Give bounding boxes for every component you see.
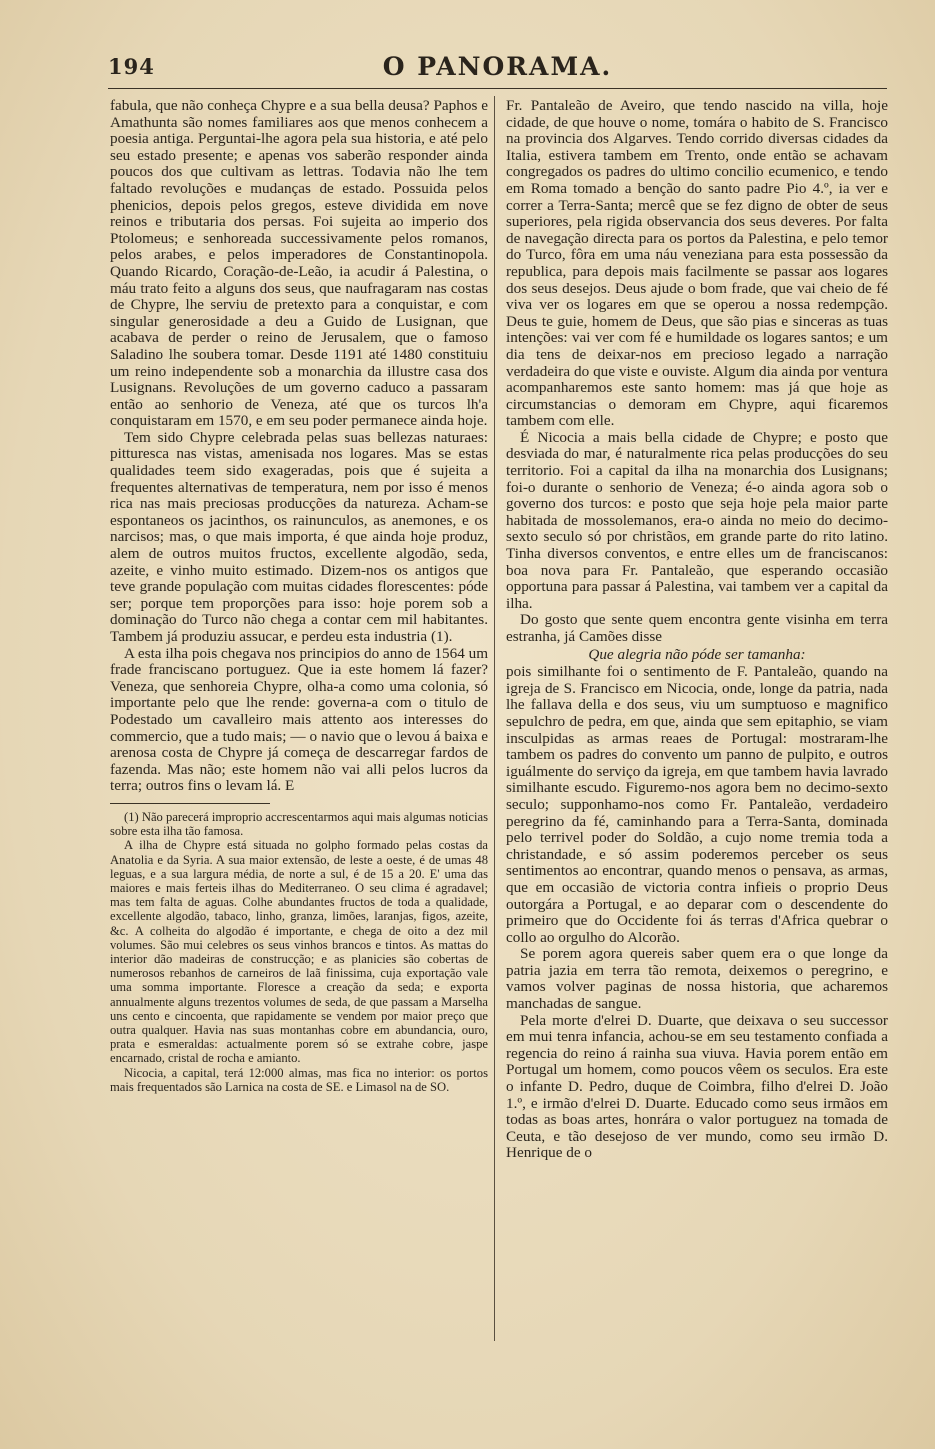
- header-rule: [108, 88, 887, 89]
- page-header: [108, 52, 887, 92]
- right-paragraph-4: pois similhante foi o sentimento de F. Pantaleão, quando na igreja de S. Francisco em Nicocia, onde, longe da patria, nada lhe fallava della e dos seus, viu um sumptuoso e magnifico sepulchro de pedra, em que, ainda que sem epitaphio, se viam insculpidas as armas reaes de Portugal: mostraram-lhe tambem os padres do convento um panno de pulpito, e outros iguálmente do serviço da igreja, em que tambem havia lavrado similhante escudo. Figuremo-nos agora bem no decimo-sexto seculo; supponhamo-nos como Fr. Pantaleão, verdadeiro peregrino da fé, caminhando para a Terra-Santa, dominada pelo terrivel poder do Soldão, a cujo nome tremia toda a christandade, e só assim poderemos perceber os seus sentimentos ao encontrar, quando menos o pensava, as armas, que em occasião de victoria contra infieis o proprio Deus outorgára a Portugal, e ao deparar com o descendente do primeiro que do Occidente foi ás terras d'Africa quebrar o collo ao orgulho do Alcorão.: [506, 663, 888, 946]
- footnote-3: Nicocia, a capital, terá 12:000 almas, mas fica no interior: os portos mais frequentados são Larnica na costa de SE. e Limasol na de SO.: [110, 1065, 488, 1094]
- left-paragraph-3: A esta ilha pois chegava nos principios do anno de 1564 um frade franciscano portuguez. Que ia este homem lá fazer? Veneza, que senhoreia Chypre, olha-a como uma colonia, só importante pelo que lhe rende: governa-a com o titulo de Podestado um cavalleiro mais attento aos interesses do commercio, que a tudo mais; — o navio que o levou á baixa e arenosa costa de Chypre já começa de descarregar fardos de fazenda. Mas não; este homem não vai alli pelos lucros da terra; outros fins o levam lá. E: [110, 644, 489, 795]
- footnotes: [110, 810, 488, 1094]
- footnote-rule: [110, 803, 270, 804]
- left-paragraph-2: Tem sido Chypre celebrada pelas suas bellezas naturaes: pitturesca nas vistas, amenisada nos logares. Mas se estas qualidades teem sido exageradas, pois que é sujeita a frequentes alternativas de temperatura, nem por isso é menos rica nas mais preciosas producções da natureza. Acham-se espontaneos os jacinthos, os rainunculos, as anemones, e os narcisos; mas, o que mais importa, é que ainda hoje produz, alem de outros muitos fructos, excellente algodão, seda, azeite, e vinho muito estimado. Dizem-nos os antigos que teve grande população com muitas cidades florescentes: póde ser; porque tem proporções para isso: hoje porem sob a dominação do Turco não chega a contar cem mil habitantes. Tambem já produziu assucar, e perdeu esta industria (1).: [110, 428, 488, 645]
- left-paragraph-1: fabula, que não conheça Chypre e a sua bella deusa? Paphos e Amathunta são nomes familiares aos que menos conhecem a poesia antiga. Perguntai-lhe agora pela sua historia, e até pelo seu estado presente; e apenas vos saberão responder ainda poucos dos que cultivam as lettras. Todavia não lhe tem faltado revoluções e mudanças de estado. Possuida pelos phenicios, depois pelos gregos, esteve dividida em nove reinos e tributaria dos persas. Foi sujeita ao imperio dos Ptolomeus; e senhoreada successivamente pelos romanos, pelos arabes, e pelos imperadores de Constantinopola. Quando Ricardo, Coração-de-Leão, ia acudir á Palestina, o máu trato feito a alguns dos seus, que naufragaram nas costas de Chypre, lhe serviu de pretexto para a conquistar, e com singular generosidade a deu a Guido de Lusignan, que acabava de perder o reino de Jerusalem, que o famoso Saladino lhe soubera tomar. Desde 1191 até 1480 constituiu um reino independente sob a monarchia da illustre casa dos Lusignans. Revoluções de um governo caduco a passaram então ao senhorio de Veneza, até que os turcos lh'a conquistaram em 1570, e em seu poder permanece ainda hoje.: [110, 97, 488, 430]
- right-paragraph-1: Fr. Pantaleão de Aveiro, que tendo nascido na villa, hoje cidade, de que houve o nome, tomára o habito de S. Francisco na provincia dos Algarves. Tendo corrido diversas cidades da Italia, estivera tambem em Trento, onde então se achavam congregados os padres do ultimo concilio ecumenico, e tendo em Roma tomado a benção do santo padre Pio 4.º, ia ver e correr a Terra-Santa; mercê que se fez digno de obter de seus superiores, pela rigida observancia dos seus deveres. Por falta de navegação directa para os portos da Palestina, e pelo temor do Turco, fôra em uma náu veneziana para esta possessão da republica, para depois mais facilmente se passar aos logares dos seus desejos. Deus ajude o bom frade, que vai cheio de fé viva ver os logares em que se operou a nossa redempção. Deus te guie, homem de Deus, que são pias e sinceras as tuas intenções: vai ver com fé e humildade os logares santos; e um dia tens de deixar-nos em precioso legado a narração verdadeira do que viste e ouviste. Algum dia ainda por ventura acompanharemos este santo homem: mas já que hoje as circumstancias o demoram em Chypre, aqui ficaremos tambem com elle.: [506, 97, 888, 430]
- page-number: 194: [108, 54, 155, 79]
- right-paragraph-3: Do gosto que sente quem encontra gente visinha em terra estranha, já Camões disse: [506, 611, 888, 645]
- right-paragraph-2: É Nicocia a mais bella cidade de Chypre; e posto que desviada do mar, é naturalmente rica pelas producções do seu territorio. Foi a capital da ilha na monarchia dos Lusignans; foi-o durante o senhorio de Veneza; é-o ainda agora sob o governo dos turcos: e posto que seja hoje pela maior parte habitada de mossolemanos, era-o ainda no meio do decimo-sexto seculo só por christãos, em grande parte do rito latino. Tinha diversos conventos, e entre elles um de franciscanos: boa nova para Fr. Pantaleão, que esperando occasião opportuna para passar á Palestina, vai tambem ver a capital da ilha.: [506, 428, 888, 612]
- column-divider: [494, 96, 495, 1341]
- camoes-quote: Que alegria não póde ser tamanha:: [588, 645, 806, 663]
- footnote-2: A ilha de Chypre está situada no golpho formado pelas costas da Anatolia e da Syria. A sua maior extensão, de leste a oeste, é de umas 48 leguas, e a sua largura média, de norte a sul, é de 15 a 20. E' uma das maiores e mais ferteis ilhas do Mediterraneo. O seu clima é agradavel; mas tem falta de aguas. Colhe abundantes fructos de toda a qualidade, excellente algodão, tabaco, linho, granza, limões, laranjas, figos, azeite, &c. A colheita do algodão é importante, e chega de oito a dez mil volumes. São mui celebres os seus vinhos brancos e tintos. As mattas do interior dão madeiras de construcção; e as planicies são cobertas de numerosos rebanhos de carneiros de laã finissima, cuja exportação vale uma somma importante. Floresce a creação da seda; e exporta annualmente alguns trezentos volumes de seda, de que passam a Marselha uns cento e cincoenta, que rapidamente se vendem por maior preço que outra qualquer. Havia nas suas montanhas cobre em abundancia, ouro, prata e esmeraldas: actualmente porem só se extrahe cobre, jaspe encarnado, cristal de rocha e amianto.: [110, 838, 488, 1066]
- footnote-1: (1) Não parecerá improprio accrescentarmos aqui mais algumas noticias sobre esta ilha tão famosa.: [110, 809, 488, 839]
- right-paragraph-6: Pela morte d'elrei D. Duarte, que deixava o seu successor em mui tenra infancia, achou-se em seu testamento confiada a regencia do reino á rainha sua viuva. Havia porem então em Portugal um homem, como poucos vêem os seculos. Era este o infante D. Pedro, duque de Coimbra, filho d'elrei D. João 1.º, e irmão d'elrei D. Duarte. Educado como seus irmãos em todas as boas artes, honrára o valor portuguez na tomada de Ceuta, e tão desejoso de ver mundo, como seu irmão D. Henrique de o: [506, 1011, 888, 1162]
- right-column: [506, 98, 888, 1162]
- left-column: [110, 98, 488, 1094]
- journal-title: O PANORAMA.: [382, 52, 613, 81]
- right-paragraph-5: Se porem agora quereis saber quem era o que longe da patria jazia em terra tão remota, deixemos o peregrino, e vamos volver paginas de nossa historia, que acharemos manchadas de sangue.: [506, 945, 888, 1013]
